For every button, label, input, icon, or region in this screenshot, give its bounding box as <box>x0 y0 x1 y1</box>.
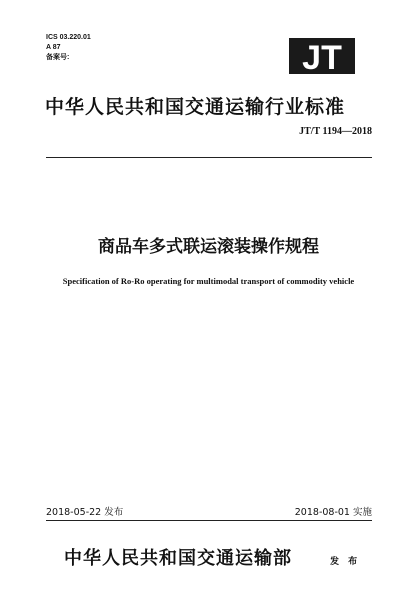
title-english: Specification of Ro-Ro operating for multimodal transport of commodity vehicle <box>62 276 355 286</box>
jt-logo-icon <box>287 37 357 75</box>
logo-text: JT <box>302 39 342 75</box>
title-chinese: 商品车多式联运滚装操作规程 <box>98 237 319 257</box>
record-number: 备案号: <box>46 54 70 61</box>
standard-organization: 中华人民共和国交通运输行业标准 <box>45 96 346 118</box>
bottom-divider <box>46 520 372 521</box>
issue-date: 2018-05-22 发布 <box>46 507 124 518</box>
ccs-code: A 87 <box>46 44 61 51</box>
issuing-label: 发 布 <box>330 557 361 567</box>
top-divider <box>46 157 372 158</box>
implementation-date: 2018-08-01 实施 <box>294 507 372 518</box>
issuing-authority: 中华人民共和国交通运输部 <box>64 548 292 569</box>
standard-number: JT/T 1194—2018 <box>299 126 372 137</box>
ics-code: ICS 03.220.01 <box>46 34 91 41</box>
